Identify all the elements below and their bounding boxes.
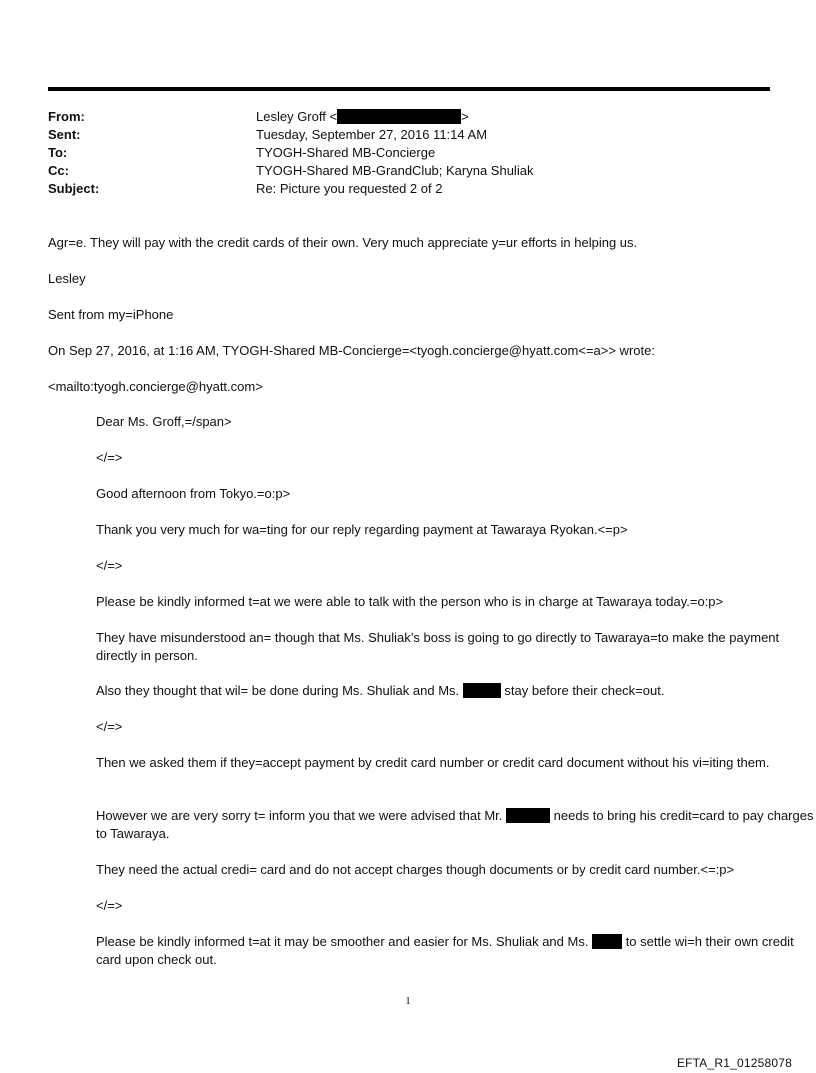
redaction-box [592, 934, 622, 949]
from-value [256, 108, 469, 126]
quoted-text: to settle wi=h their own credit card upon check out. [96, 934, 794, 967]
from-name: Lesley Groff < [256, 109, 338, 124]
signature-name: Lesley [48, 271, 86, 286]
sent-label: Sent: [48, 127, 81, 142]
quote-attribution: On Sep 27, 2016, at 1:16 AM, TYOGH-Shared MB-Concierge=<tyogh.concierge@hyatt.com<=a>> wrote: [48, 343, 655, 358]
to-value: TYOGH-Shared MB-Concierge [256, 145, 436, 160]
quoted-text: needs to bring his credit=card to pay charges to Tawaraya. [96, 808, 814, 841]
quoted-line: They need the actual credi= card and do not accept charges though documents or by credit card number.<=:p> [96, 862, 735, 877]
quoted-line: </=> [96, 558, 123, 573]
body-paragraph: Agr=e. They will pay with the credit cards of their own. Very much appreciate y=ur efforts in helping us. [48, 235, 638, 250]
quoted-salutation: Dear Ms. Groff,=/span> [96, 414, 232, 429]
quoted-text: stay before their check=out. [504, 683, 665, 698]
quoted-line: </=> [96, 450, 123, 465]
bates-number: EFTA_R1_01258078 [676, 1056, 792, 1070]
quoted-line [48, 682, 816, 700]
quoted-text: However we are very sorry t= inform you that we were advised that Mr. [96, 808, 503, 823]
quoted-text: Please be kindly informed t=at it may be smoother and easier for Ms. Shuliak and Ms. [96, 934, 589, 949]
quoted-paragraph: They have misunderstood an= though that Ms. Shuliak’s boss is going to go directly to Tawaraya=to make the payment directly in person. [96, 630, 780, 663]
quoted-text: Also they thought that wil= be done during Ms. Shuliak and Ms. [96, 683, 460, 698]
redaction-box [337, 109, 461, 124]
to-label: To: [48, 145, 68, 160]
quoted-line: Thank you very much for wa=ting for our reply regarding payment at Tawaraya Ryokan.<=p> [96, 522, 628, 537]
redaction-box [463, 683, 501, 698]
quoted-line: Good afternoon from Tokyo.=o:p> [96, 486, 291, 501]
page-number: 1 [405, 995, 411, 1007]
cc-label: Cc: [48, 163, 69, 178]
header-rule [48, 87, 770, 91]
quoted-paragraph: Then we asked them if they=accept payment by credit card number or credit card document without his vi=iting them. [96, 755, 770, 770]
quoted-line: Please be kindly informed t=at we were able to talk with the person who is in charge at Tawaraya today.=o:p> [96, 594, 724, 609]
mailto-line: <mailto:tyogh.concierge@hyatt.com> [48, 379, 263, 394]
quoted-paragraph [48, 807, 816, 843]
subject-label: Subject: [48, 181, 100, 196]
quoted-paragraph [48, 933, 816, 969]
cc-value: TYOGH-Shared MB-GrandClub; Karyna Shuliak [256, 163, 534, 178]
subject-value: Re: Picture you requested 2 of 2 [256, 181, 443, 196]
redaction-box [506, 808, 550, 823]
from-label: From: [48, 109, 85, 124]
from-close: > [461, 109, 469, 124]
quoted-line: </=> [96, 719, 123, 734]
quoted-line: </=> [96, 898, 123, 913]
sent-value: Tuesday, September 27, 2016 11:14 AM [256, 127, 488, 142]
sent-from-line: Sent from my=iPhone [48, 307, 174, 322]
